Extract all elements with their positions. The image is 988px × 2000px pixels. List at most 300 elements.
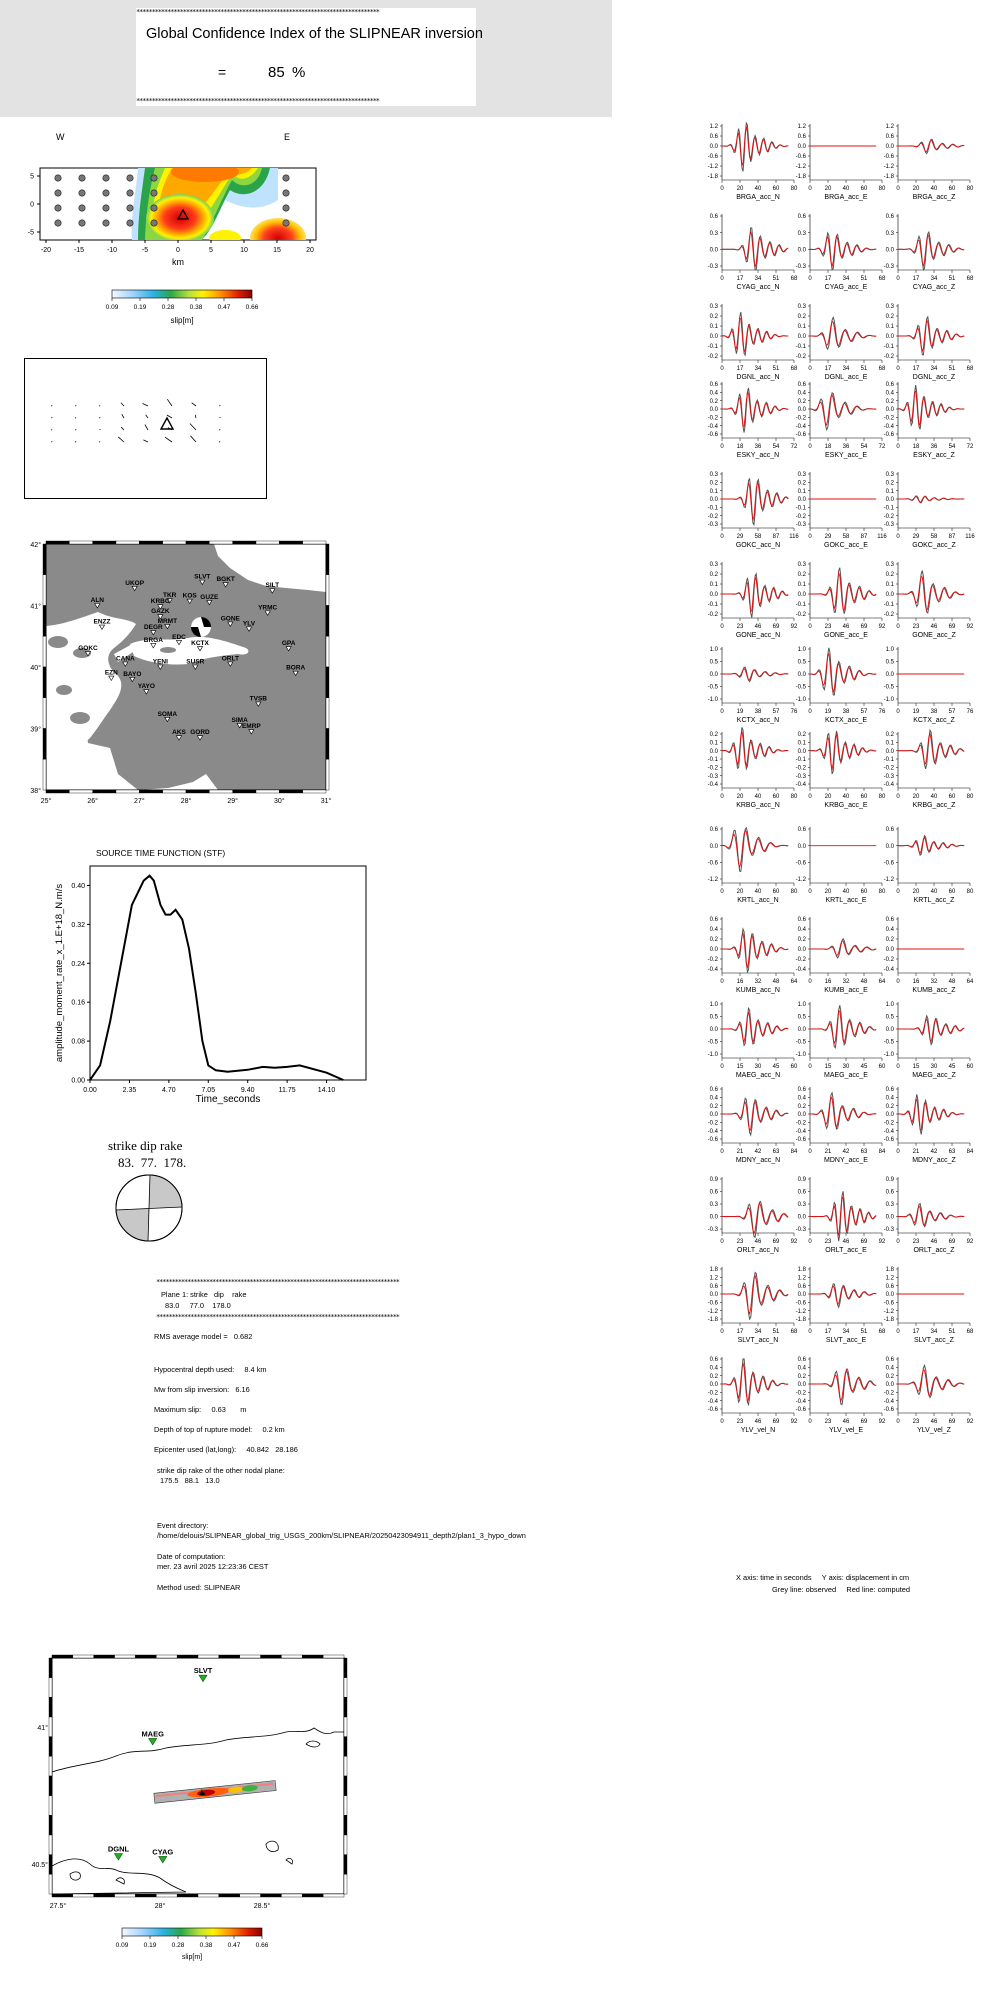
waveform-x-tick: 51 (948, 276, 956, 282)
waveform-y-tick: -1.0 (707, 697, 718, 704)
waveform-x-tick: 51 (772, 366, 780, 372)
computed-trace (810, 941, 876, 955)
colorbar-tick: 0.66 (255, 1942, 269, 1949)
waveform-x-tick: 0 (720, 979, 724, 985)
waveform-x-tick: 38 (842, 709, 850, 715)
waveform-title: ORLT_acc_N (737, 1247, 779, 1254)
depth-top-text: Depth of top of rupture model: 0.2 km (154, 1425, 285, 1434)
waveform-y-tick: 0.0 (709, 592, 718, 599)
waveform-y-tick: 0.1 (885, 740, 894, 747)
waveform-y-tick: -0.2 (883, 957, 894, 964)
station-label: EDC (172, 633, 186, 641)
waveform-y-tick: -0.4 (795, 1398, 806, 1405)
waveform-y-tick: -1.2 (883, 164, 894, 171)
waveform-title: GONE_acc_E (824, 632, 868, 639)
local-colorbar-label: slip[m] (181, 1954, 203, 1961)
stf-x-tick: 4.70 (162, 1087, 176, 1094)
waveform-x-tick: 0 (720, 709, 724, 715)
waveform-x-tick: 0 (896, 709, 900, 715)
subfault-dot (283, 220, 289, 226)
waveform-x-tick: 30 (754, 1064, 762, 1070)
waveform-x-tick: 20 (736, 794, 744, 800)
slip-y-tick: -5 (27, 229, 34, 237)
waveform-y-tick: 0.2 (709, 398, 718, 405)
computed-trace (722, 1276, 788, 1314)
waveform-x-tick: 0 (808, 889, 812, 895)
waveform-x-tick: 17 (736, 1329, 744, 1335)
observed-trace (722, 312, 788, 355)
waveform-y-tick: -0.2 (883, 415, 894, 422)
waveform-y-tick: 0.1 (797, 324, 806, 331)
subfault-dot (79, 220, 85, 226)
regional-lon-tick: 28° (180, 798, 192, 805)
waveform-y-tick: 0.3 (797, 1202, 806, 1209)
waveform-x-tick: 60 (860, 186, 868, 192)
computed-trace (722, 232, 788, 268)
subfault-dot (151, 220, 157, 226)
east-label: E (284, 132, 291, 142)
waveform-x-tick: 34 (842, 276, 850, 282)
waveform-panel (796, 214, 886, 291)
colorbar-tick: 0.38 (199, 1942, 213, 1949)
waveform-title: DGNL_acc_E (824, 374, 868, 381)
waveform-x-tick: 69 (772, 1239, 780, 1245)
waveform-y-tick: 0.2 (797, 572, 806, 579)
waveform-y-tick: -1.2 (795, 877, 806, 884)
waveform-y-tick: -0.6 (795, 1137, 806, 1144)
stf-x-tick: 14.10 (317, 1087, 336, 1094)
observed-trace (898, 730, 964, 769)
station-label: SUSR (186, 658, 205, 666)
focal-header: strike dip rake (108, 1138, 183, 1153)
waveform-title: KCTX_acc_Z (913, 717, 955, 724)
waveform-y-tick: -0.4 (707, 1128, 718, 1135)
waveform-y-tick: 0.2 (797, 480, 806, 487)
waveform-x-tick: 69 (860, 1419, 868, 1425)
subfault-dot (103, 205, 109, 211)
waveform-y-tick: -0.1 (883, 505, 894, 512)
waveform-y-tick: 0.6 (885, 1087, 894, 1094)
waveform-y-tick: 0.0 (709, 407, 718, 414)
local-lon-tick: 27.5° (49, 1903, 67, 1910)
waveform-panel (708, 827, 798, 904)
waveform-panel (884, 917, 974, 994)
waveform-x-tick: 60 (772, 889, 780, 895)
waveform-y-tick: -0.2 (707, 1390, 718, 1397)
waveform-y-tick: -0.4 (795, 1128, 806, 1135)
waveform-x-tick: 45 (948, 1064, 956, 1070)
station-label: ENZZ (93, 618, 111, 626)
waveform-y-tick: 0.6 (885, 1189, 894, 1196)
waveform-y-tick: -0.6 (707, 1137, 718, 1144)
waveform-y-tick: -0.1 (707, 757, 718, 764)
waveform-y-tick: -0.4 (795, 423, 806, 430)
station-label: YENI (152, 658, 168, 666)
subfault-dot (55, 190, 61, 196)
waveform-y-tick: -0.4 (707, 782, 718, 789)
waveform-y-tick: 0.6 (709, 827, 718, 834)
stf-xlabel: Time_seconds (195, 1094, 261, 1105)
waveform-y-tick: 1.2 (885, 1275, 894, 1282)
waveform-x-tick: 32 (754, 979, 762, 985)
confidence-title: Global Confidence Index of the SLIPNEAR inversion (146, 26, 483, 42)
local-station-label: CYAG (152, 1847, 174, 1857)
waveform-x-tick: 19 (736, 709, 744, 715)
waveform-y-tick: 0.4 (885, 927, 894, 934)
station-label: SLVT (194, 573, 211, 581)
subfault-dot (283, 175, 289, 181)
waveform-x-tick: 0 (896, 889, 900, 895)
waveform-y-tick: 1.0 (885, 1002, 894, 1009)
west-label: W (56, 132, 65, 142)
observed-trace (810, 1093, 876, 1129)
waveform-y-tick: -0.3 (707, 773, 718, 780)
waveform-y-tick: 0.3 (709, 230, 718, 237)
waveform-y-tick: -0.5 (707, 684, 718, 691)
waveform-x-tick: 46 (842, 1239, 850, 1245)
colorbar-tick: 0.19 (133, 304, 147, 311)
station-label: GUZE (200, 593, 219, 601)
stars-bottom: ****************************************************************************** (136, 97, 379, 105)
waveform-y-tick: 0.3 (797, 562, 806, 569)
waveform-y-tick: 0.0 (797, 748, 806, 755)
observed-trace (722, 228, 788, 270)
waveform-y-tick: -0.3 (883, 1227, 894, 1234)
waveform-y-tick: 0.0 (885, 1382, 894, 1389)
waveform-x-tick: 40 (842, 186, 850, 192)
waveform-title: MDNY_acc_E (824, 1157, 868, 1164)
waveform-y-tick: -1.0 (883, 697, 894, 704)
waveform-y-tick: 0.4 (797, 1365, 806, 1372)
waveform-x-tick: 20 (824, 889, 832, 895)
waveform-title: YLV_vel_Z (917, 1427, 951, 1434)
waveform-y-tick: -0.6 (707, 1407, 718, 1414)
station-label: SIMA (231, 716, 248, 724)
waveform-y-tick: 0.6 (709, 1357, 718, 1364)
waveform-y-tick: 0.2 (885, 937, 894, 944)
plane-label: Plane 1: strike dip rake (161, 1290, 247, 1299)
waveform-y-tick: -0.2 (795, 1120, 806, 1127)
waveform-x-tick: 0 (896, 794, 900, 800)
subfault-dot (55, 175, 61, 181)
waveform-panel (884, 304, 974, 381)
waveform-y-tick: -1.2 (883, 1308, 894, 1315)
waveform-x-tick: 51 (772, 276, 780, 282)
waveform-y-tick: 0.6 (709, 134, 718, 141)
waveform-x-tick: 0 (720, 444, 724, 450)
waveform-panel (796, 731, 886, 809)
waveform-x-tick: 34 (930, 276, 938, 282)
waveform-y-tick: -0.4 (883, 967, 894, 974)
slip-x-tick: 10 (240, 247, 248, 254)
waveform-x-tick: 23 (736, 1419, 744, 1425)
waveform-x-tick: 46 (930, 624, 938, 630)
stf-y-tick: 0.32 (71, 921, 85, 929)
station-label: BORA (286, 664, 306, 672)
waveform-x-tick: 40 (754, 186, 762, 192)
waveform-y-tick: 0.0 (797, 1292, 806, 1299)
waveform-y-tick: 0.1 (885, 582, 894, 589)
waveform-x-tick: 0 (896, 979, 900, 985)
stf-x-tick: 0.00 (83, 1087, 97, 1094)
local-lat-tick: 41° (37, 1725, 48, 1732)
regional-lon-tick: 26° (87, 798, 98, 805)
waveform-y-tick: -1.0 (883, 1052, 894, 1059)
waveform-panel (884, 827, 974, 904)
waveform-y-tick: 1.2 (709, 1275, 718, 1282)
observed-trace (722, 1202, 788, 1238)
other-plane-label: strike dip rake of the other nodal plane: (157, 1466, 285, 1475)
waveform-panel (884, 1177, 974, 1254)
waveform-panel (884, 562, 974, 639)
waveform-legend-note: Grey line: observed Red line: computed (772, 1585, 911, 1594)
waveform-x-tick: 60 (948, 186, 956, 192)
waveform-y-tick: -0.6 (707, 860, 718, 867)
waveform-title: KRTL_acc_Z (913, 897, 955, 904)
waveform-x-tick: 19 (824, 709, 832, 715)
slip-y-tick: 0 (30, 201, 34, 209)
waveform-y-tick: 1.0 (797, 1002, 806, 1009)
colorbar-tick: 0.28 (171, 1942, 185, 1949)
subfault-dot (79, 190, 85, 196)
waveform-y-tick: -0.3 (707, 264, 718, 271)
regional-lat-tick: 38° (30, 788, 41, 795)
waveform-x-tick: 76 (966, 709, 974, 715)
waveform-y-tick: 0.1 (709, 488, 718, 495)
waveform-y-tick: 0.0 (885, 947, 894, 954)
station-label: TKR (162, 592, 177, 600)
waveform-title: MAEG_acc_Z (912, 1072, 956, 1079)
waveform-y-tick: 0.0 (709, 1382, 718, 1389)
observed-trace (722, 1098, 788, 1135)
waveform-title: ESKY_acc_N (736, 452, 780, 459)
local-colorbar (115, 1926, 278, 1966)
waveform-y-tick: 0.5 (709, 659, 718, 666)
waveform-x-tick: 34 (842, 366, 850, 372)
waveform-x-tick: 0 (720, 889, 724, 895)
waveform-x-tick: 63 (772, 1149, 780, 1155)
waveform-x-tick: 30 (930, 1064, 938, 1070)
slip-x-tick: 5 (209, 247, 213, 254)
regional-lon-tick: 30° (274, 798, 285, 805)
waveform-x-tick: 32 (930, 979, 938, 985)
waveform-y-tick: -1.0 (795, 697, 806, 704)
waveform-title: KUMB_acc_N (736, 987, 780, 994)
waveform-x-tick: 0 (896, 1149, 900, 1155)
waveform-y-tick: 0.0 (797, 1382, 806, 1389)
waveform-panel (796, 124, 886, 201)
waveform-x-tick: 0 (808, 794, 812, 800)
waveform-x-tick: 29 (736, 534, 744, 540)
waveform-y-tick: -0.4 (707, 423, 718, 430)
waveform-y-tick: 1.0 (885, 647, 894, 654)
stf-x-tick: 2.35 (122, 1087, 137, 1094)
subfault-dot (283, 190, 289, 196)
waveform-panel (796, 304, 886, 381)
waveform-x-tick: 68 (878, 1329, 886, 1335)
waveform-x-tick: 51 (860, 366, 868, 372)
waveform-x-tick: 84 (878, 1149, 886, 1155)
waveform-y-tick: -0.6 (795, 154, 806, 161)
colorbar-tick: 0.47 (227, 1942, 241, 1949)
event-dir-label: Event directory: (157, 1521, 209, 1530)
waveform-x-tick: 30 (842, 1064, 850, 1070)
waveform-panel (884, 382, 974, 459)
waveform-y-tick: 0.0 (797, 334, 806, 341)
colorbar-tick: 0.66 (245, 304, 259, 311)
waveform-y-tick: 0.6 (797, 1283, 806, 1290)
waveform-x-tick: 20 (824, 186, 832, 192)
waveform-panel (884, 730, 974, 809)
slip-x-tick: 20 (306, 247, 314, 254)
waveform-x-tick: 64 (790, 979, 798, 985)
date-value: mer. 23 avril 2025 12:23:36 CEST (157, 1562, 269, 1571)
waveform-y-tick: -0.3 (795, 522, 806, 529)
subfault-dot (283, 205, 289, 211)
waveform-y-tick: 0.1 (709, 324, 718, 331)
waveform-title: BRGA_acc_N (736, 194, 780, 201)
waveform-y-tick: -0.2 (707, 1120, 718, 1127)
waveform-title: ESKY_acc_Z (913, 452, 955, 459)
waveform-y-tick: -1.2 (707, 877, 718, 884)
waveform-x-tick: 92 (966, 1239, 974, 1245)
waveform-title: MAEG_acc_E (824, 1072, 868, 1079)
waveform-x-tick: 18 (736, 444, 744, 450)
station-label: YAYO (137, 683, 155, 691)
waveform-x-tick: 76 (790, 709, 798, 715)
waveform-y-tick: -0.2 (883, 354, 894, 361)
waveform-y-tick: -0.6 (883, 154, 894, 161)
stf-x-tick: 7.05 (201, 1087, 216, 1094)
slip-colorbar (105, 288, 268, 330)
waveform-y-tick: 0.6 (709, 214, 718, 221)
waveform-x-tick: 48 (772, 979, 780, 985)
waveform-x-tick: 68 (878, 276, 886, 282)
waveform-x-tick: 87 (948, 534, 956, 540)
waveform-title: KRBG_acc_E (824, 802, 868, 809)
computed-trace (810, 1011, 876, 1044)
computed-trace (722, 1363, 788, 1402)
waveform-x-tick: 34 (930, 1329, 938, 1335)
waveform-y-tick: 0.0 (797, 247, 806, 254)
waveform-panel (708, 647, 798, 724)
waveform-y-tick: 0.2 (709, 1103, 718, 1110)
waveform-x-tick: 34 (842, 1329, 850, 1335)
waveform-y-tick: -0.1 (795, 757, 806, 764)
waveform-y-tick: -1.8 (707, 174, 718, 181)
waveform-y-tick: 0.0 (797, 592, 806, 599)
waveform-y-tick: 0.2 (885, 1373, 894, 1380)
waveform-x-tick: 40 (842, 794, 850, 800)
waveform-x-tick: 46 (930, 1419, 938, 1425)
waveform-y-tick: -1.2 (795, 164, 806, 171)
waveform-y-tick: 0.0 (885, 1292, 894, 1299)
waveform-x-tick: 46 (754, 1419, 762, 1425)
waveform-x-tick: 57 (860, 709, 868, 715)
waveform-title: CYAG_acc_N (736, 284, 780, 291)
waveform-panel (884, 124, 974, 201)
waveform-x-tick: 16 (912, 979, 920, 985)
waveform-x-tick: 80 (790, 889, 798, 895)
waveform-y-tick: 0.0 (885, 407, 894, 414)
waveform-y-tick: 0.4 (797, 390, 806, 397)
waveform-x-tick: 69 (948, 624, 956, 630)
station-label: BAYO (123, 670, 142, 678)
waveform-x-tick: 60 (948, 889, 956, 895)
waveform-x-tick: 48 (948, 979, 956, 985)
waveform-y-tick: 0.1 (885, 324, 894, 331)
waveform-x-tick: 36 (754, 444, 762, 450)
waveform-x-tick: 17 (824, 1329, 832, 1335)
waveform-x-tick: 32 (842, 979, 850, 985)
waveform-panel (884, 1267, 974, 1344)
waveform-panel (708, 1087, 798, 1164)
waveform-y-tick: 0.4 (885, 390, 894, 397)
waveform-y-tick: 0.3 (709, 562, 718, 569)
waveform-title: KRBG_acc_N (736, 802, 780, 809)
confidence-value: 85 (268, 64, 285, 81)
confidence-box (136, 8, 483, 106)
station-label: YRMC (258, 604, 278, 612)
waveform-x-tick: 92 (878, 1239, 886, 1245)
waveform-y-tick: 0.0 (709, 1027, 718, 1034)
confidence-equals: = (218, 64, 227, 80)
waveform-y-tick: 0.4 (797, 1095, 806, 1102)
waveform-x-tick: 46 (930, 1239, 938, 1245)
slip-map-xlabel: km (172, 257, 184, 267)
waveform-y-tick: -0.3 (795, 264, 806, 271)
waveform-y-tick: 0.1 (797, 582, 806, 589)
waveform-y-tick: -1.8 (707, 1317, 718, 1324)
waveform-x-tick: 51 (860, 276, 868, 282)
computed-trace (810, 654, 876, 693)
epicenter-text: Epicenter used (lat,long): 40.842 28.186 (154, 1445, 298, 1454)
waveform-y-tick: -0.5 (795, 684, 806, 691)
waveform-y-tick: 0.0 (709, 947, 718, 954)
subfault-dot (151, 175, 157, 181)
waveform-x-tick: 63 (860, 1149, 868, 1155)
waveform-title: YLV_vel_E (828, 1427, 864, 1434)
computed-trace (898, 320, 964, 352)
waveform-x-tick: 54 (860, 444, 868, 450)
waveform-y-tick: -0.6 (795, 1407, 806, 1414)
waveform-y-tick: -0.6 (707, 432, 718, 439)
waveform-x-tick: 69 (860, 624, 868, 630)
waveform-y-tick: -0.2 (883, 1390, 894, 1397)
waveform-title: KCTX_acc_E (824, 717, 868, 724)
waveform-y-tick: 0.6 (797, 134, 806, 141)
focal-beachball (112, 1170, 188, 1246)
waveform-y-tick: -0.1 (883, 602, 894, 609)
station-label: KRBG (150, 598, 170, 606)
waveform-y-tick: 0.0 (709, 334, 718, 341)
waveform-x-tick: 0 (720, 276, 724, 282)
waveform-x-tick: 68 (878, 366, 886, 372)
waveform-y-tick: -0.5 (883, 684, 894, 691)
waveform-y-tick: 0.2 (797, 1103, 806, 1110)
waveform-y-tick: 0.0 (709, 1292, 718, 1299)
computed-trace (898, 1019, 964, 1041)
subfault-dot (151, 205, 157, 211)
stf-title: SOURCE TIME FUNCTION (STF) (96, 848, 226, 858)
waveform-x-tick: 69 (772, 1419, 780, 1425)
waveform-x-tick: 29 (824, 534, 832, 540)
waveform-x-tick: 68 (966, 366, 974, 372)
waveform-panel (796, 647, 886, 724)
waveform-panel (708, 1357, 798, 1434)
waveform-x-tick: 46 (754, 1239, 762, 1245)
waveform-x-tick: 34 (754, 1329, 762, 1335)
